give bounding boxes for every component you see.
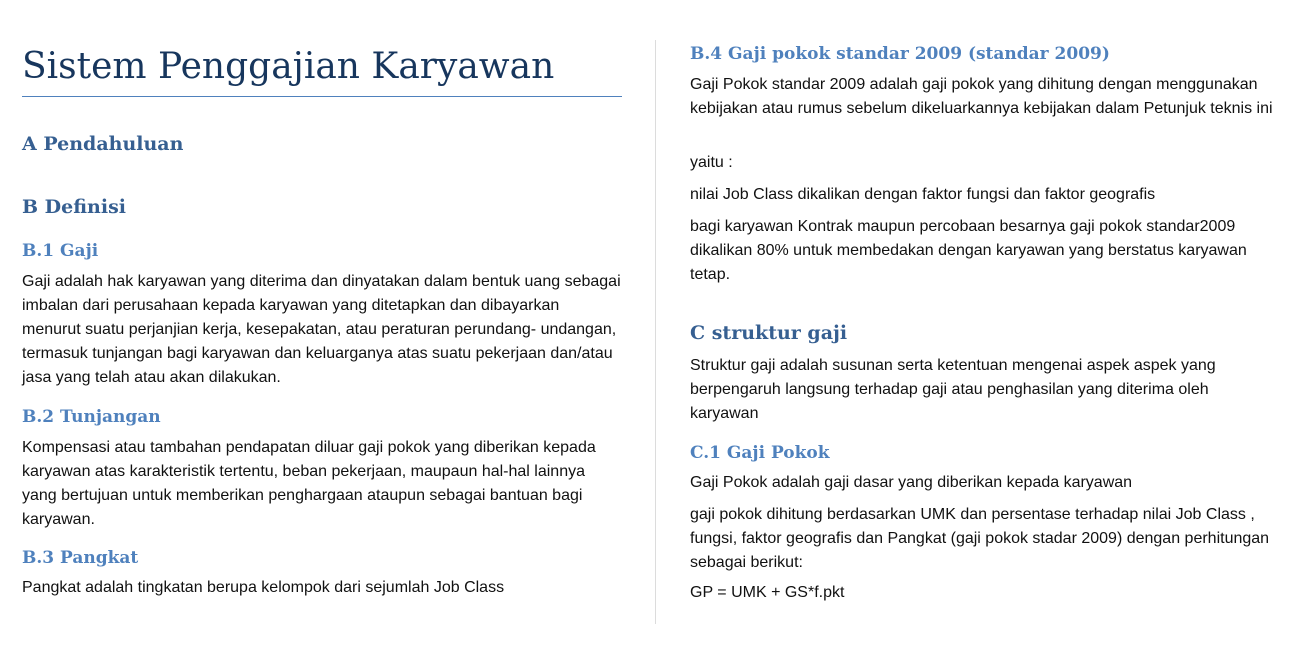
heading-struktur-gaji: C struktur gaji: [690, 322, 848, 344]
document-title: Sistem Penggajian Karyawan: [22, 46, 555, 87]
heading-pendahuluan: A Pendahuluan: [22, 133, 184, 155]
formula-gaji-pokok: GP = UMK + GS*f.pkt: [690, 584, 845, 601]
heading-pangkat: B.3 Pangkat: [22, 548, 139, 568]
heading-gaji: B.1 Gaji: [22, 241, 99, 261]
paragraph-gaji-pokok-calculation: gaji pokok dihitung berdasarkan UMK dan persentase terhadap nilai Job Class , fungsi, faktor geografis dan Pangkat (gaji pokok stadar 2009) dengan perhitungan sebagai berikut:: [690, 506, 1270, 571]
paragraph-tunjangan: Kompensasi atau tambahan pendapatan diluar gaji pokok yang diberikan kepada karyawan atas karakteristik tertentu, beban pekerjaan, maupaun hal-hal lainnya yang bertujuan untuk memberikan penghargaan ataupun sebagai bantuan bagi karyawan.: [22, 439, 596, 528]
paragraph-gaji: Gaji adalah hak karyawan yang diterima dan dinyatakan dalam bentuk uang sebagai imbalan dari perusahaan kepada karyawan yang ditetapkan dan dibayarkan menurut suatu perjanjian kerja, kesepakatan, atau peraturan perundang- undangan, termasuk tunjangan bagi karyawan dan keluarganya atas suatu pekerjaan dan/atau jasa yang telah atau akan dilakukan.: [22, 273, 621, 386]
paragraph-standar-definition: Gaji Pokok standar 2009 adalah gaji pokok yang dihitung dengan menggunakan kebijakan atau rumus sebelum dikeluarkannya kebijakan dalam Petunjuk teknis ini: [690, 76, 1273, 117]
paragraph-gaji-pokok-definition: Gaji Pokok adalah gaji dasar yang diberikan kepada karyawan: [690, 474, 1133, 491]
paragraph-yaitu: yaitu :: [690, 154, 733, 171]
paragraph-job-class-factor: nilai Job Class dikalikan dengan faktor fungsi dan faktor geografis: [690, 186, 1156, 203]
heading-definisi: B Definisi: [22, 196, 126, 218]
column-divider: [655, 40, 656, 624]
paragraph-kontrak: bagi karyawan Kontrak maupun percobaan besarnya gaji pokok standar2009 dikalikan 80% untuk membedakan dengan karyawan yang berstatus karyawan tetap.: [690, 218, 1247, 283]
heading-gaji-pokok: C.1 Gaji Pokok: [690, 443, 830, 463]
paragraph-struktur-gaji: Struktur gaji adalah susunan serta ketentuan mengenai aspek aspek yang berpengaruh langsung terhadap gaji atau penghasilan yang diterima oleh karyawan: [690, 357, 1216, 422]
title-underline: [22, 96, 622, 97]
paragraph-pangkat: Pangkat adalah tingkatan berupa kelompok dari sejumlah Job Class: [22, 579, 505, 596]
heading-tunjangan: B.2 Tunjangan: [22, 407, 161, 427]
heading-gaji-pokok-standar: B.4 Gaji pokok standar 2009 (standar 2009): [690, 44, 1110, 64]
